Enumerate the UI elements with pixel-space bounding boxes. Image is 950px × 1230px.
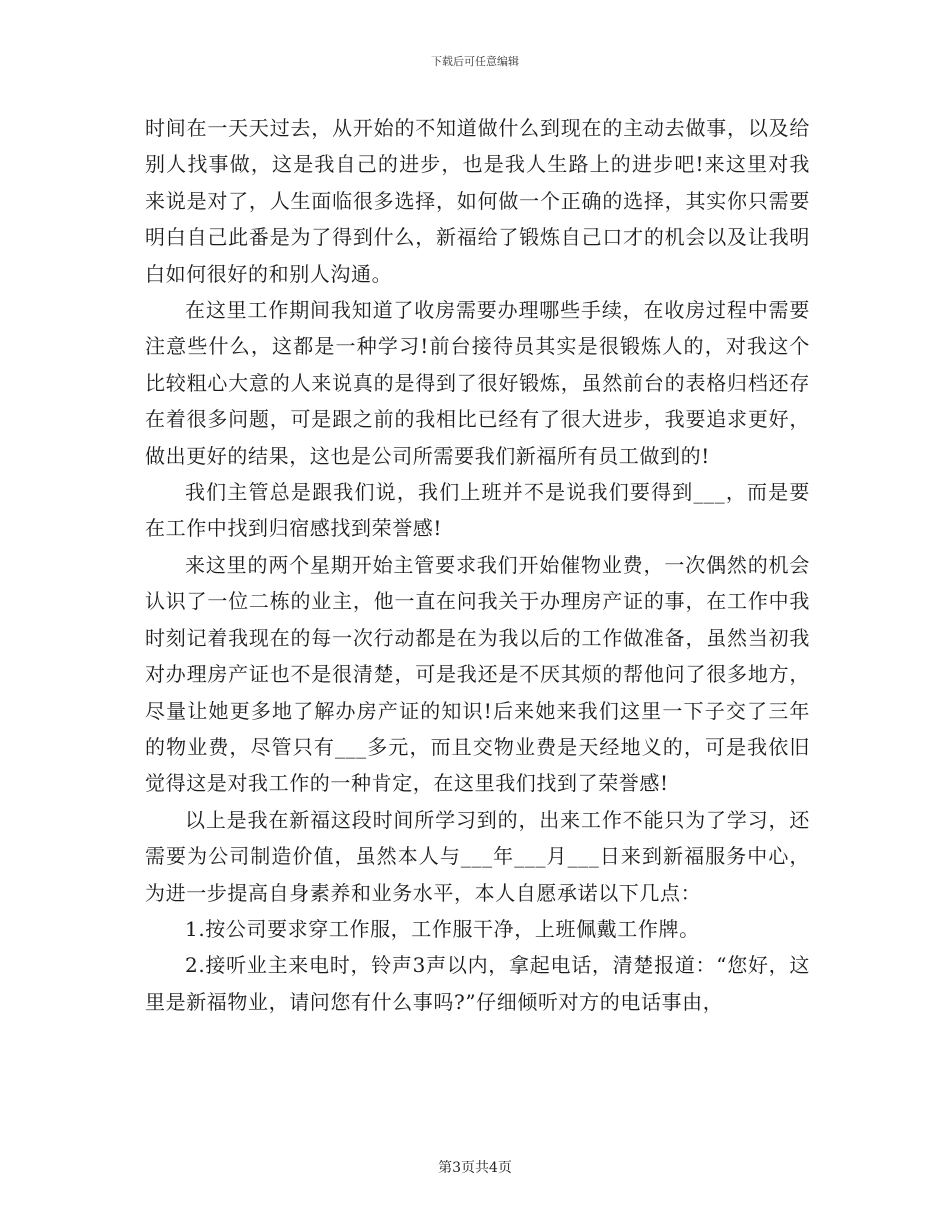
paragraph-2: 在这里工作期间我知道了收房需要办理哪些手续，在收房过程中需要注意些什么，这都是一种学习!前台接待员其实是很锻炼人的，对我这个比较粗心大意的人来说真的是得到了很好锻炼，虽然前台的表格归档还存在着很多问题，可是跟之前的我相比已经有了很大进步，我要追求更好，做出更好的结果，这也是公司所需要我们新福所有员工做到的! — [145, 298, 810, 468]
paragraph-1: 时间在一天天过去，从开始的不知道做什么到现在的主动去做事，以及给别人找事做，这是我自己的进步，也是我人生路上的进步吧!来这里对我来说是对了，人生面临很多选择，如何做一个正确的选择，其实你只需要明白自己此番是为了得到什么，新福给了锻炼自己口才的机会以及让我明白如何很好的和别人沟通。 — [145, 116, 810, 286]
page-number: 第3页共4页 — [438, 1160, 512, 1176]
list-item-2: 2.接听业主来电时，铃声3声以内，拿起电话，清楚报道：“您好，这里是新福物业，请问您有什么事吗?”仔细倾听对方的电话事由， — [145, 953, 810, 1014]
paragraph-4: 来这里的两个星期开始主管要求我们开始催物业费，一次偶然的机会认识了一位二栋的业主，他一直在问我关于办理房产证的事，在工作中我时刻记着我现在的每一次行动都是在为我以后的工作做准备，虽然当初我对办理房产证也不是很清楚，可是我还是不厌其烦的帮他问了很多地方，尽量让她更多地了解办房产证的知识!后来她来我们这里一下子交了三年的物业费，尽管只有___多元，而且交物业费是天经地义的，可是我依旧觉得这是对我工作的一种肯定，在这里我们找到了荣誉感! — [145, 552, 810, 796]
page-header-note: 下载后可任意编辑 — [431, 55, 519, 68]
document-body — [145, 110, 810, 1020]
list-item-1: 1.按公司要求穿工作服，工作服干净，上班佩戴工作牌。 — [185, 916, 700, 941]
paragraph-3: 我们主管总是跟我们说，我们上班并不是说我们要得到___，而是要在工作中找到归宿感找到荣誉感! — [145, 480, 810, 541]
paragraph-5: 以上是我在新福这段时间所学习到的，出来工作不能只为了学习，还需要为公司制造价值，虽然本人与___年___月___日来到新福服务中心，为进一步提高自身素养和业务水平，本人自愿承诺以下几点： — [145, 807, 810, 905]
